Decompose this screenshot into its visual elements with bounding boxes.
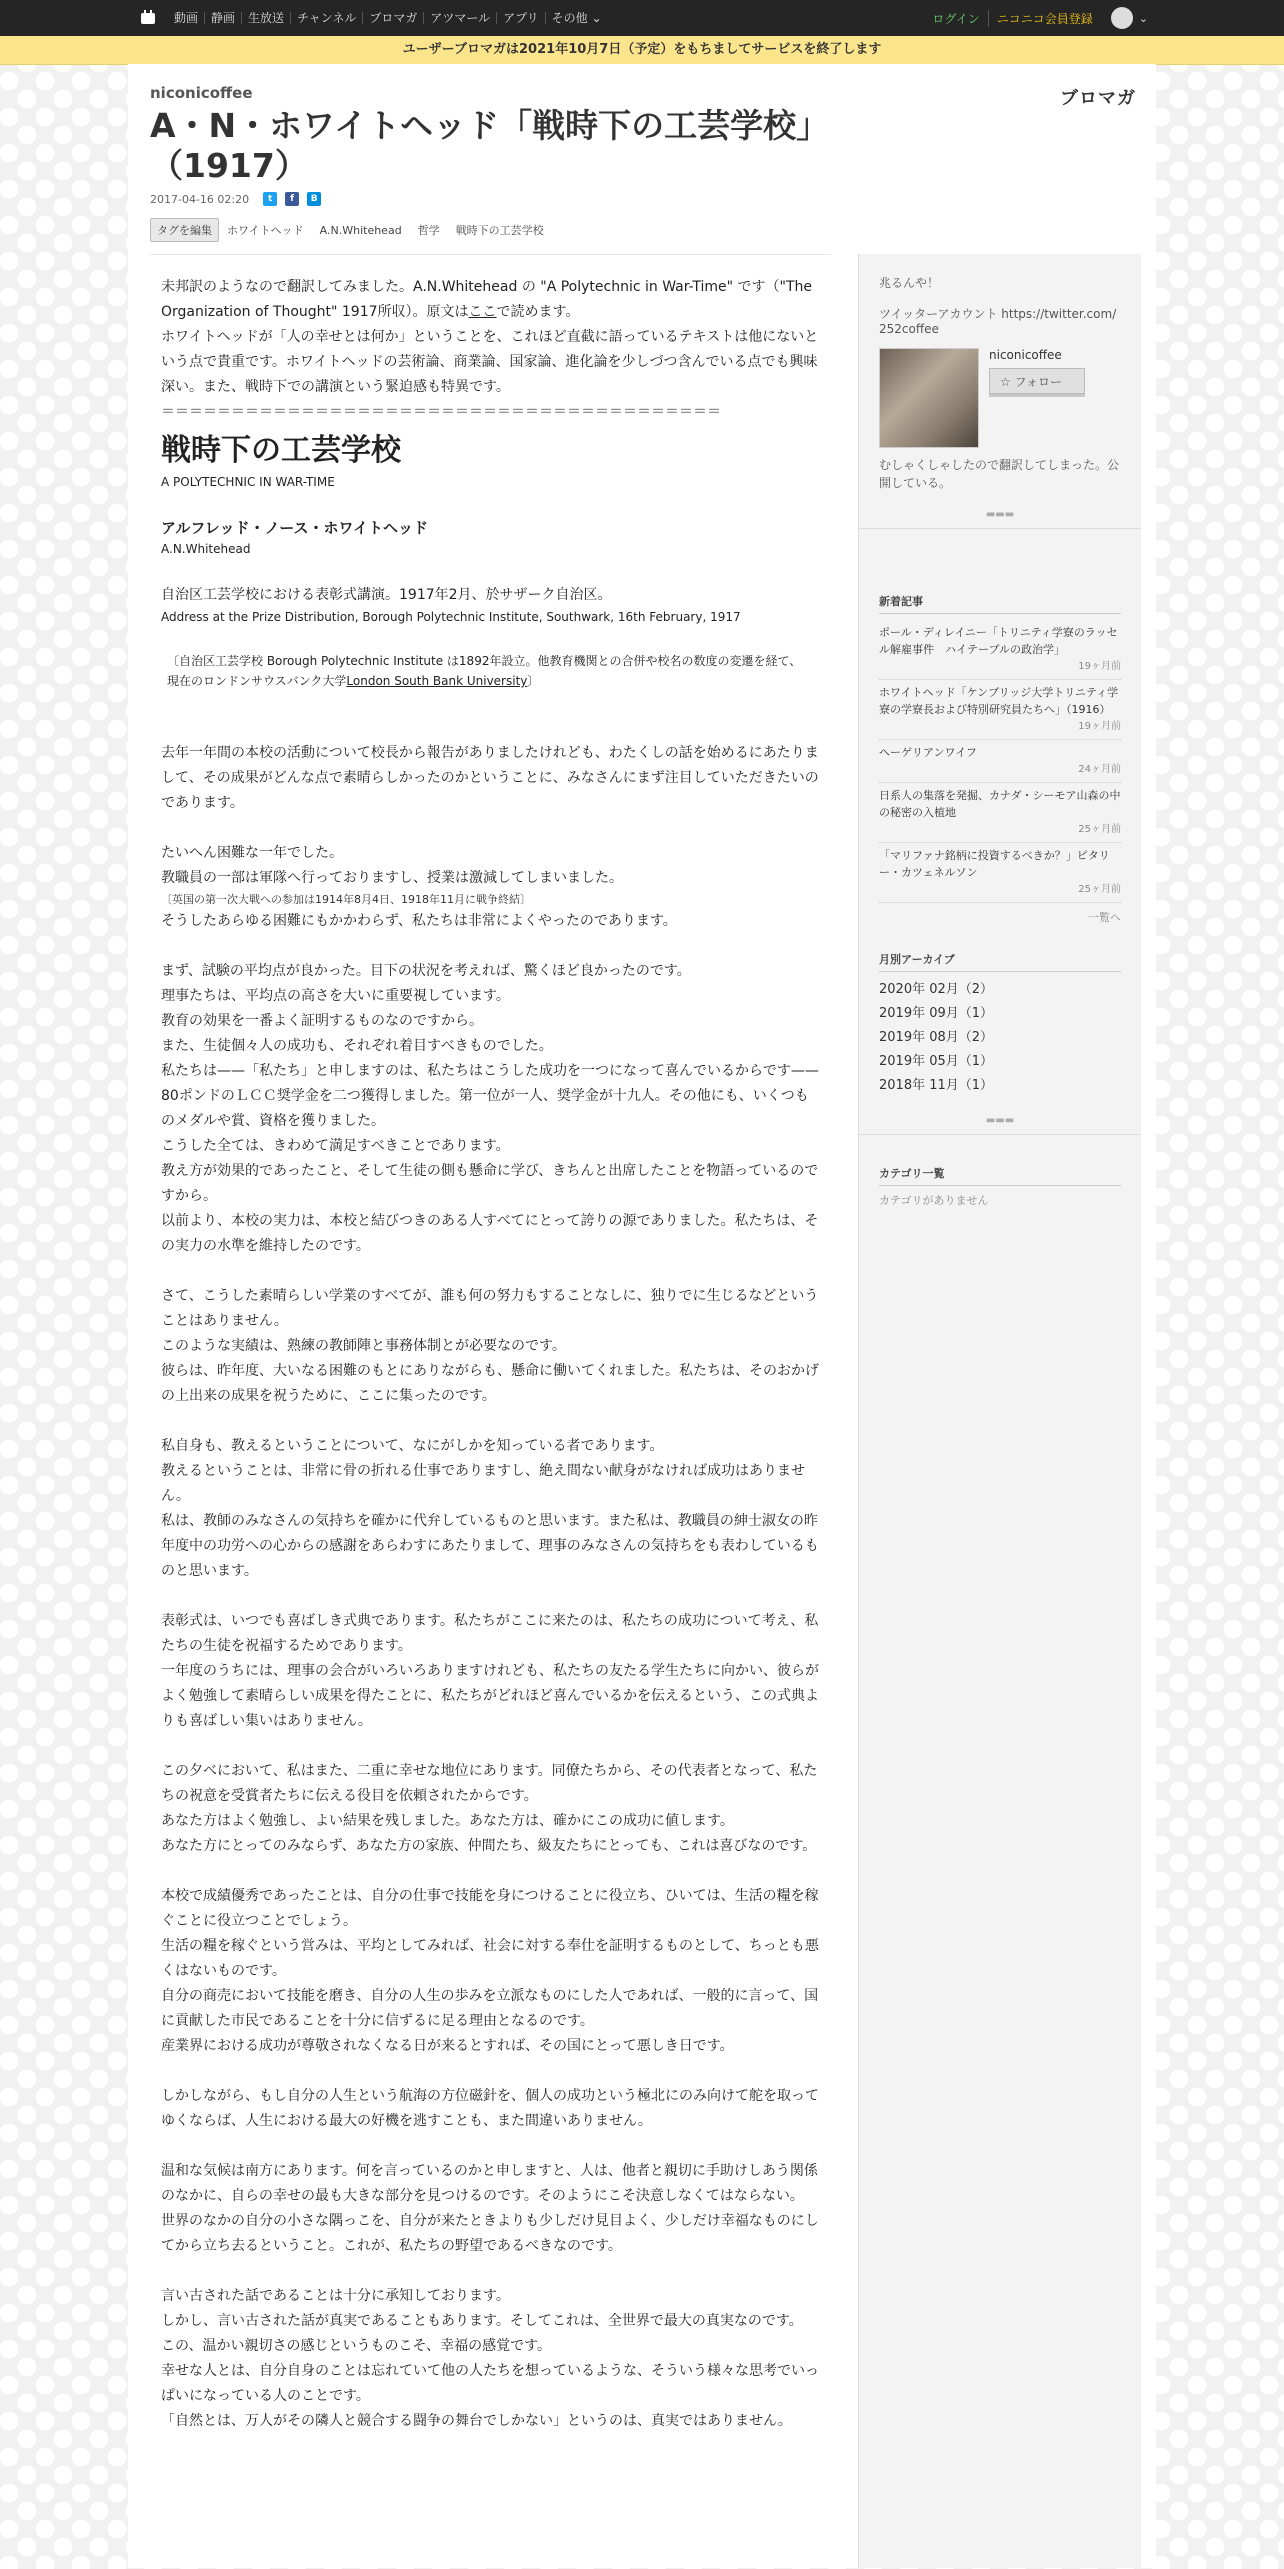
- speech-line: 教え方が効果的であったこと、そして生徒の側も懸命に学び、きちんと出席したことを物語っているのですから。: [161, 1163, 819, 1204]
- page-title: A・N・ホワイトヘッド「戦時下の工芸学校」（1917）: [150, 106, 830, 185]
- nav-channel[interactable]: チャンネル: [290, 12, 362, 24]
- tag-bar: [150, 218, 560, 242]
- sidebar: [858, 254, 1141, 2568]
- hatena-bookmark-icon[interactable]: B: [307, 192, 321, 206]
- translator-note: [161, 651, 819, 691]
- speech-line: 教職員の一部は軍隊へ行っておりますし、授業は激減してしまいました。: [161, 870, 623, 886]
- speech-line: 去年一年間の本校の活動について校長から報告がありましたけれども、わたくしの話を始めるにあたりまして、その成果がどんな点で素晴らしかったのかということに、みなさんにまず注目していただきたいのであります。: [161, 745, 819, 811]
- niconico-logo-icon[interactable]: [140, 9, 156, 25]
- nav-other-label: その他: [551, 11, 588, 25]
- archive-item[interactable]: 2020年 02月（2）: [879, 982, 994, 997]
- tag-link[interactable]: ホワイトヘッド: [227, 224, 304, 237]
- blomaga-logo[interactable]: ブロマガ: [1060, 88, 1136, 109]
- speech-line: 教育の効果を一番よく証明するものなのですから。: [161, 1013, 483, 1029]
- section-title: 月別アーカイブ: [879, 951, 1121, 972]
- speech-line: 「自然とは、万人がその隣人と競合する闘争の舞台でしかない」というのは、真実ではありません。: [161, 2413, 792, 2429]
- user-avatar[interactable]: [1111, 7, 1133, 29]
- spacer: [161, 558, 819, 583]
- nav-video[interactable]: 動画: [174, 11, 199, 25]
- chevron-down-icon[interactable]: ⌄: [1138, 11, 1148, 25]
- speech-line: あなた方はよく勉強し、よい結果を残しました。あなた方は、確かにこの成功に値します。: [161, 1813, 734, 1829]
- nav-other[interactable]: [545, 12, 608, 24]
- speech-line: 世界のなかの自分の小さな隅っこを、自分が来たときよりも少しだけ見目よく、少しだけ幸福なものにしてから立ち去るということ。これが、私たちの野望であるべきなのです。: [161, 2213, 819, 2254]
- news-title: ポール・ディレイニー「トリニティ学寮のラッセル解雇事件 ハイテーブルの政治学」: [879, 626, 1118, 656]
- service-end-notice: ユーザーブロマガは2021年10月7日（予定）をもちましてサービスを終了します: [0, 36, 1284, 65]
- account-area: [924, 0, 1148, 36]
- page-container: [128, 64, 1156, 2568]
- nav-blomaga[interactable]: ブロマガ: [362, 12, 423, 24]
- follow-button[interactable]: [989, 368, 1085, 394]
- archive-list: [879, 978, 1121, 1098]
- spacer: [161, 1734, 819, 1759]
- channel-name[interactable]: niconicoffee: [150, 84, 253, 102]
- archive-item[interactable]: 2018年 11月（1）: [879, 1078, 994, 1093]
- collapse-handle-icon[interactable]: ▬▬▬: [859, 502, 1141, 529]
- speech-line: 以前より、本校の実力は、本校と結びつきのある人すべてにとって誇りの源でありました。私たちは、その実力の水準を維持したのです。: [161, 1213, 819, 1254]
- spacer: [161, 2434, 819, 2459]
- twitter-account: ツイッターアカウント https://twitter.com/252coffee: [879, 307, 1117, 336]
- service-nav: [168, 0, 608, 36]
- spacer: [161, 626, 819, 651]
- global-navbar: [0, 0, 1284, 36]
- archive-item[interactable]: 2019年 05月（1）: [879, 1054, 994, 1069]
- spacer: [161, 1584, 819, 1609]
- speech-line: 自分の商売において技能を磨き、自分の人生の歩みを立派なものにした人であれば、一般的に言って、国に貢献した市民であることを十分に信ずるに足る理由となるのです。: [161, 1988, 819, 2029]
- tag-link[interactable]: 哲学: [417, 224, 440, 237]
- spacer: [161, 2059, 819, 2084]
- follow-label: フォロー: [1014, 375, 1062, 389]
- intro-paragraph: ホワイトヘッドが「人の幸せとは何か」ということを、これほど直截に語っているテキストは他にないという点で貴重です。ホワイトヘッドの芸術論、商業論、国家論、進化論を少しづつ含んでいる点でも興味深い。また、戦時下での講演という緊迫感も特異です。: [161, 329, 819, 395]
- recent-posts-section: [859, 529, 1141, 1108]
- spacer: [161, 934, 819, 959]
- register-link[interactable]: ニコニコ会員登録: [988, 10, 1101, 27]
- speech-line: 私たちは——「私たち」と申しますのは、私たちはこうした成功を一つになって喜んでいるからです——80ポンドのＬＣＣ奨学金を二つ獲得しました。第一位が一人、奨学金が十九人。その他にも、いくつものメダルや賞、資格を獲りました。: [161, 1063, 819, 1129]
- news-age: 25ヶ月前: [1078, 824, 1121, 835]
- speech-line: 私は、教師のみなさんの気持ちを確かに代弁しているものと思います。また私は、教職員の紳士淑女の昨年度中の功労への心からの感謝をあらわすにあたりまして、理事のみなさんの気持ちをも表わしているものと思います。: [161, 1513, 819, 1579]
- list-item[interactable]: [879, 843, 1121, 903]
- profile-section: [859, 254, 1141, 502]
- spacer: [161, 1859, 819, 1884]
- tag-link[interactable]: A.N.Whitehead: [319, 223, 402, 237]
- spacer: [161, 816, 819, 841]
- occasion: 自治区工芸学校における表彰式講演。1917年2月、於サザーク自治区。: [161, 587, 612, 603]
- speech-line: あなた方にとってのみならず、あなた方の家族、仲間たち、級友たちにとっても、これは喜びなのです。: [161, 1838, 817, 1854]
- occasion-en: Address at the Prize Distribution, Borough Polytechnic Institute, Southwark, 16th February, 1917: [161, 610, 741, 624]
- speech-line: しかしながら、もし自分の人生という航海の方位磁針を、個人の成功という極北にのみ向けて舵を取ってゆくならば、人生における最大の好機を逃すことも、また間違いありません。: [161, 2088, 819, 2129]
- nav-atsumaru[interactable]: アツマール: [423, 12, 496, 24]
- speech-line: このような実績は、熟練の教師陣と事務体制とが必要なのです。: [161, 1338, 566, 1354]
- speech-line: たいへん困難な一年でした。: [161, 845, 343, 861]
- nav-live[interactable]: 生放送: [241, 12, 290, 24]
- speech-line: 表彰式は、いつでも喜ばしき式典であります。私たちがここに来たのは、私たちの成功について考え、私たちの生徒を祝福するためであります。: [161, 1613, 819, 1654]
- category-empty: カテゴリがありません: [879, 1194, 989, 1207]
- profile-photo[interactable]: [879, 348, 979, 448]
- speech-line: 生活の糧を稼ぐという営みは、平均としてみれば、社会に対する奉仕を証明するものとして、ちっとも悪くはないものです。: [161, 1938, 819, 1979]
- speech-line: この夕べにおいて、私はまた、二重に幸せな地位にあります。同僚たちから、その代表者となって、私たちの祝意を受賞者たちに伝える役目を依頼されたからです。: [161, 1763, 818, 1804]
- speech-line: 教えるということは、非常に骨の折れる仕事でありますし、絶え間ない献身がなければ成功はありません。: [161, 1463, 805, 1504]
- category-section: [859, 1135, 1141, 1218]
- speech-line: 私自身も、教えるということについて、なにがしかを知っている者であります。: [161, 1438, 664, 1454]
- author-name-en: A.N.Whitehead: [161, 542, 251, 556]
- spacer: [161, 691, 819, 716]
- star-icon: ☆: [1000, 375, 1015, 389]
- spacer: [161, 2259, 819, 2284]
- section-title: カテゴリ一覧: [879, 1165, 1121, 1186]
- spacer: [161, 716, 819, 741]
- profile-bio: むしゃくしゃしたので翻訳してしまった。公開している。: [879, 458, 1120, 490]
- nav-app[interactable]: アプリ: [496, 12, 545, 24]
- speech-line: また、生徒個々人の成功も、それぞれ着目すべきものでした。: [161, 1038, 553, 1054]
- speech-line: 〔英国の第一次大戦への参加は1914年8月4日、1918年11月に戦争終結〕: [161, 893, 531, 906]
- speech-line: この、温かい親切さの感じというものこそ、幸福の感覚です。: [161, 2338, 552, 2354]
- news-age: 19ヶ月前: [1078, 661, 1121, 672]
- twitter-share-icon[interactable]: t: [263, 192, 277, 206]
- archive-item[interactable]: 2019年 08月（2）: [879, 1030, 994, 1045]
- speech-line: 理事たちは、平均点の高さを大いに重要視しています。: [161, 988, 510, 1004]
- post-date: 2017-04-16 02:20: [150, 192, 250, 206]
- speech-line: こうした全ては、きわめて満足すべきことであります。: [161, 1138, 510, 1154]
- profile-name[interactable]: niconicoffee: [989, 348, 1062, 362]
- login-link[interactable]: ログイン: [932, 11, 980, 26]
- collapse-handle-icon[interactable]: ▬▬▬: [859, 1108, 1141, 1135]
- profile-card: [879, 348, 1121, 448]
- speech-line: 彼らは、昨年度、大いなる困難のもとにありながらも、懸命に働いてくれました。私たちは、そのおかげの上出来の成果を祝うために、ここに集ったのです。: [161, 1363, 819, 1404]
- article-heading-en: A POLYTECHNIC IN WAR-TIME: [161, 475, 335, 489]
- profile-greeting: 兆るんや！: [879, 276, 940, 290]
- section-title: 新着記事: [879, 593, 1121, 614]
- news-title: 日系人の集落を発掘、カナダ・シーモア山森の中の秘密の入植地: [879, 789, 1121, 819]
- spacer: [161, 2134, 819, 2159]
- source-link[interactable]: ここ: [468, 304, 497, 320]
- speech-line: さて、こうした素晴らしい学業のすべてが、誰も何の努力もすることなしに、独りでに生じるなどということはありません。: [161, 1288, 819, 1329]
- lsbu-link[interactable]: London South Bank University: [346, 674, 528, 688]
- news-age: 25ヶ月前: [1078, 884, 1121, 895]
- facebook-share-icon[interactable]: f: [285, 192, 299, 206]
- speech-line: 一年度のうちには、理事の会合がいろいろありますけれども、私たちの友たる学生たちに向かい、彼らがよく勉強して素晴らしい成果を得たことに、私たちがどれほど喜んでいるかを伝えるという、この式典よりも喜ばしい集いはありません。: [161, 1663, 819, 1729]
- edit-tags-button[interactable]: タグを編集: [150, 218, 219, 242]
- speech-line: 温和な気候は南方にあります。何を言っているのかと申しますと、人は、他者と親切に手助けしあう関係のなかに、自らの幸せの最も大きな部分を見つけるのです。そのようにこそ決意しなくてはならない。: [161, 2163, 818, 2204]
- spacer: [161, 491, 819, 516]
- archive-item[interactable]: 2019年 09月（1）: [879, 1006, 994, 1021]
- note-text: 〕: [527, 674, 540, 688]
- intro-paragraph: [161, 275, 819, 325]
- nav-seiga[interactable]: 静画: [204, 12, 241, 24]
- author-name: アルフレッド・ノース・ホワイトヘッド: [161, 519, 429, 537]
- tag-link[interactable]: 戦時下の工芸学校: [455, 224, 544, 237]
- news-age: 19ヶ月前: [1078, 721, 1121, 732]
- separator-rule: ＝＝＝＝＝＝＝＝＝＝＝＝＝＝＝＝＝＝＝＝＝＝＝＝＝＝＝＝＝＝＝＝＝＝＝＝＝＝＝＝: [161, 404, 721, 420]
- intro-text: で読めます。: [496, 304, 580, 320]
- list-item[interactable]: [879, 740, 1121, 783]
- more-link[interactable]: 一覧へ: [1088, 911, 1121, 924]
- intro-text: 未邦訳のようなので翻訳してみました。A.N.Whitehead の "A Polytechnic in War-Time" です（"The Organization of Thought" 1917所収）。原文は: [161, 279, 812, 320]
- news-title: ヘーゲリアンワイフ: [879, 746, 977, 759]
- list-item[interactable]: [879, 620, 1121, 680]
- news-title: 「マリファナ銘柄に投資するべきか？」ピタリー・カツェネルソン: [879, 849, 1110, 879]
- speech-line: 言い古された話であることは十分に承知しております。: [161, 2288, 510, 2304]
- speech-line: 幸せな人とは、自分自身のことは忘れていて他の人たちを想っているような、そういう様々な思考でいっぱいになっている人のことです。: [161, 2363, 819, 2404]
- speech-line: 本校で成績優秀であったことは、自分の仕事で技能を身につけることに役立ち、ひいては、生活の糧を稼ぐことに役立つことでしょう。: [161, 1888, 819, 1929]
- spacer: [161, 1409, 819, 1434]
- spacer: [161, 1259, 819, 1284]
- speech-line: しかし、言い古された話が真実であることもあります。そしてこれは、全世界で最大の真実なのです。: [161, 2313, 803, 2329]
- news-list: [879, 620, 1121, 903]
- speech-line: 産業界における成功が尊敬されなくなる日が来るとすれば、その国にとって悪しき日です。: [161, 2038, 734, 2054]
- article-meta: [150, 192, 321, 206]
- news-title: ホワイトヘッド「ケンブリッジ大学トリニティ学寮の学寮長および特別研究員たちへ」（1916）: [879, 686, 1119, 716]
- list-item[interactable]: [879, 680, 1121, 740]
- speech-text: [161, 741, 819, 2459]
- note-text: 〔自治区工芸学校 Borough Polytechnic Institute は1892年設立。他教育機関との合併や校名の数度の変遷を経て、現在のロンドンサウスバンク大学: [167, 654, 802, 688]
- list-item[interactable]: [879, 783, 1121, 843]
- chevron-down-icon: ⌄: [591, 11, 602, 25]
- article-body: [150, 254, 830, 2569]
- news-age: 24ヶ月前: [1078, 764, 1121, 775]
- article-heading: 戦時下の工芸学校: [161, 433, 401, 468]
- speech-line: まず、試験の平均点が良かった。目下の状況を考えれば、驚くほど良かったのです。: [161, 963, 691, 979]
- speech-line: そうしたあらゆる困難にもかかわらず、私たちは非常によくやったのであります。: [161, 913, 677, 929]
